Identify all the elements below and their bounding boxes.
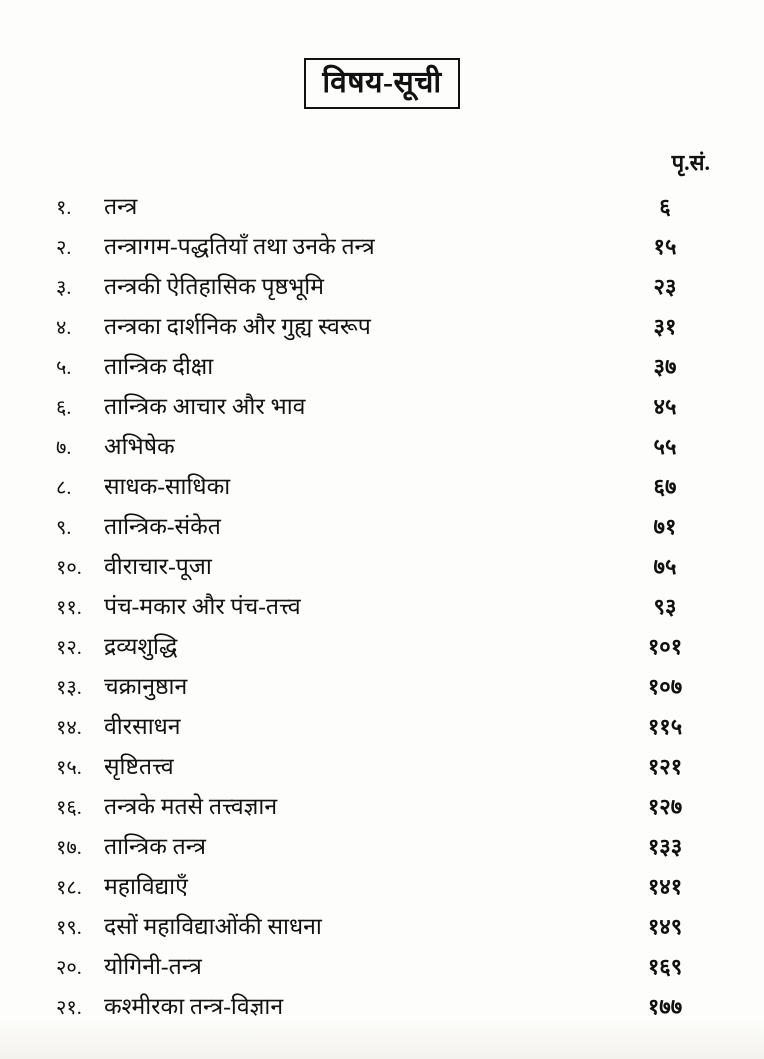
toc-entry[interactable] bbox=[48, 589, 710, 629]
toc-entry-page-number: ६७ bbox=[653, 474, 677, 499]
toc-entry-label: चक्रानुष्ठान bbox=[104, 674, 188, 699]
toc-entry-number: १. bbox=[56, 197, 72, 219]
toc-entry-page-number: १२१ bbox=[647, 754, 683, 779]
toc-entry-page-number: १४९ bbox=[647, 914, 683, 939]
toc-entry-number: २०. bbox=[56, 957, 82, 979]
toc-entry-page-number: १७७ bbox=[647, 994, 683, 1019]
toc-entry[interactable] bbox=[48, 709, 710, 749]
table-of-contents bbox=[0, 189, 764, 1029]
toc-entry-label: वीराचार-पूजा bbox=[104, 554, 212, 579]
toc-entry-page-number: १०७ bbox=[647, 674, 683, 699]
toc-entry[interactable] bbox=[48, 349, 710, 389]
toc-entry[interactable] bbox=[48, 869, 710, 909]
toc-entry[interactable] bbox=[48, 269, 710, 309]
toc-entry[interactable] bbox=[48, 509, 710, 549]
toc-entry-page-number: ७१ bbox=[653, 514, 677, 539]
toc-entry-page-number: १६९ bbox=[647, 954, 683, 979]
page-title-container bbox=[0, 0, 764, 109]
toc-entry-number: ५. bbox=[56, 357, 72, 379]
toc-entry-label: योगिनी-तन्त्र bbox=[104, 954, 202, 979]
toc-entry-number: १३. bbox=[56, 677, 82, 699]
toc-entry-number: १७. bbox=[56, 837, 82, 859]
toc-entry-number: १५. bbox=[56, 757, 82, 779]
toc-entry-page-number: १३३ bbox=[647, 834, 683, 859]
toc-entry-number: ३. bbox=[56, 277, 72, 299]
toc-entry[interactable] bbox=[48, 189, 710, 229]
toc-entry-label: महाविद्याएँ bbox=[104, 874, 188, 899]
toc-entry[interactable] bbox=[48, 949, 710, 989]
toc-entry-page-number: १४१ bbox=[647, 874, 683, 899]
toc-entry-number: २१. bbox=[56, 997, 82, 1019]
page-number-column-header: पृ.सं. bbox=[671, 150, 710, 175]
toc-entry-label: कश्मीरका तन्त्र-विज्ञान bbox=[104, 994, 284, 1019]
toc-entry-page-number: ३७ bbox=[653, 354, 677, 379]
toc-entry-page-number: १५ bbox=[653, 234, 677, 259]
toc-entry[interactable] bbox=[48, 749, 710, 789]
toc-entry-label: तन्त्र bbox=[104, 194, 138, 219]
toc-entry-page-number: ३१ bbox=[653, 314, 677, 339]
toc-entry[interactable] bbox=[48, 469, 710, 509]
toc-entry-label: तन्त्रका दार्शनिक और गुह्य स्वरूप bbox=[104, 314, 371, 339]
toc-entry-number: ७. bbox=[56, 437, 72, 459]
toc-entry-label: तान्त्रिक-संकेत bbox=[104, 514, 221, 539]
toc-entry[interactable] bbox=[48, 229, 710, 269]
toc-entry-label: अभिषेक bbox=[104, 434, 175, 459]
toc-entry-number: १६. bbox=[56, 797, 82, 819]
toc-entry-number: ८. bbox=[56, 477, 72, 499]
toc-entry-number: १४. bbox=[56, 717, 82, 739]
toc-entry-label: तन्त्रागम-पद्धतियाँ तथा उनके तन्त्र bbox=[104, 234, 375, 259]
page-title: विषय-सूची bbox=[304, 58, 459, 109]
toc-entry[interactable] bbox=[48, 309, 710, 349]
toc-entry-label: पंच-मकार और पंच-तत्त्व bbox=[104, 594, 301, 619]
toc-entry-label: तन्त्रके मतसे तत्त्वज्ञान bbox=[104, 794, 278, 819]
toc-entry-page-number: ४५ bbox=[653, 394, 677, 419]
toc-entry[interactable] bbox=[48, 549, 710, 589]
toc-entry-number: ११. bbox=[56, 597, 82, 619]
toc-entry-page-number: १२७ bbox=[647, 794, 683, 819]
toc-entry[interactable] bbox=[48, 789, 710, 829]
toc-entry-number: १२. bbox=[56, 637, 82, 659]
toc-entry-page-number: ११५ bbox=[647, 714, 683, 739]
toc-entry-number: १९. bbox=[56, 917, 82, 939]
toc-entry-page-number: ६ bbox=[659, 194, 671, 219]
toc-entry[interactable] bbox=[48, 909, 710, 949]
toc-entry[interactable] bbox=[48, 669, 710, 709]
toc-entry-number: ६. bbox=[56, 397, 72, 419]
toc-entry-label: दसों महाविद्याओंकी साधना bbox=[104, 914, 322, 939]
toc-entry[interactable] bbox=[48, 389, 710, 429]
toc-entry-label: सृष्टितत्त्व bbox=[104, 754, 174, 779]
toc-entry-label: तान्त्रिक दीक्षा bbox=[104, 354, 214, 379]
toc-entry-label: द्रव्यशुद्धि bbox=[104, 634, 178, 659]
toc-entry[interactable] bbox=[48, 629, 710, 669]
toc-entry-page-number: २३ bbox=[653, 274, 677, 299]
toc-entry-page-number: ७५ bbox=[653, 554, 677, 579]
toc-entry-page-number: ५५ bbox=[653, 434, 677, 459]
toc-entry-number: ९. bbox=[56, 517, 72, 539]
toc-entry-page-number: ९३ bbox=[653, 594, 677, 619]
toc-entry-number: १०. bbox=[56, 557, 82, 579]
toc-entry-label: साधक-साधिका bbox=[104, 474, 231, 499]
toc-entry-label: तान्त्रिक तन्त्र bbox=[104, 834, 206, 859]
toc-entry[interactable] bbox=[48, 429, 710, 469]
toc-entry-page-number: १०१ bbox=[647, 634, 683, 659]
toc-entry-number: ४. bbox=[56, 317, 72, 339]
toc-entry[interactable] bbox=[48, 989, 710, 1029]
toc-entry[interactable] bbox=[48, 829, 710, 869]
toc-entry-number: २. bbox=[56, 237, 72, 259]
toc-entry-number: १८. bbox=[56, 877, 82, 899]
toc-entry-label: तान्त्रिक आचार और भाव bbox=[104, 394, 306, 419]
toc-entry-label: वीरसाधन bbox=[104, 714, 181, 739]
toc-entry-label: तन्त्रकी ऐतिहासिक पृष्ठभूमि bbox=[104, 274, 325, 299]
